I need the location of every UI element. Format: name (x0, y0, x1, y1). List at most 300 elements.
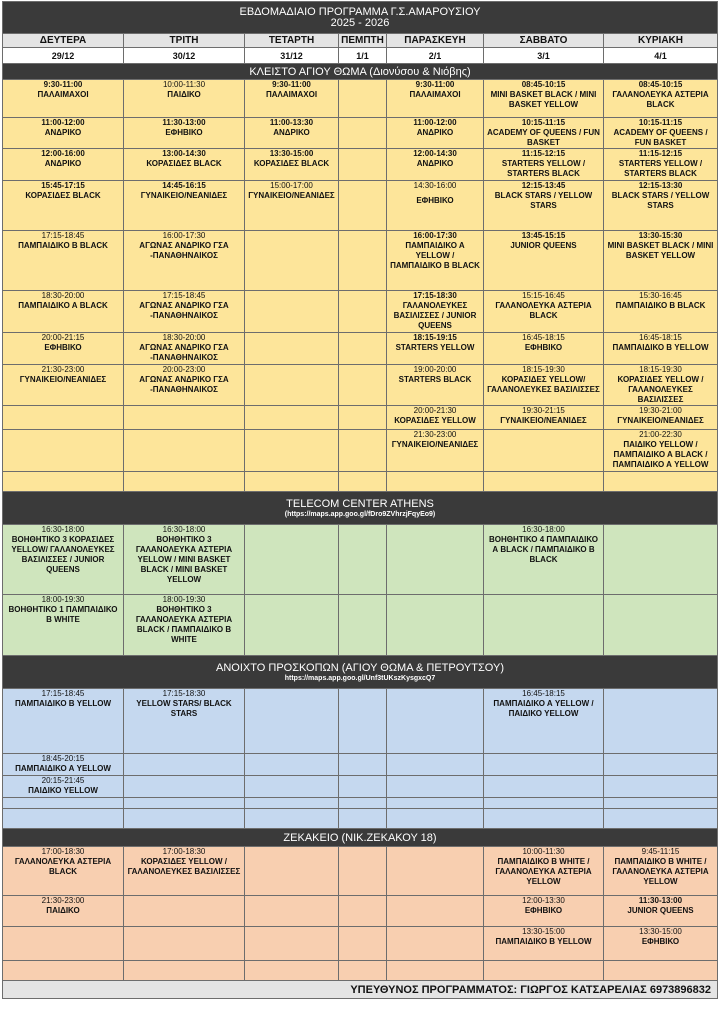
schedule-cell (484, 231, 604, 291)
schedule-cell (339, 595, 387, 656)
schedule-cell (245, 809, 339, 829)
session-time: 9:30-11:00 (43, 80, 83, 89)
day-date: 31/12 (245, 48, 339, 64)
session-time: 15:00-17:00 (270, 181, 313, 190)
schedule-cell (3, 365, 124, 406)
session-team: ΠΑΜΠΑΙΔΙΚΟ Α BLACK (18, 301, 108, 310)
session-team: ΓΥΝΑΙΚΕΙΟ/ΝΕΑΝΙΔΕΣ (391, 440, 479, 449)
schedule-cell (339, 365, 387, 406)
session-time: 18:30-20:00 (162, 333, 206, 342)
schedule-cell (3, 961, 124, 981)
schedule-cell (124, 927, 245, 961)
session-time: 21:00-22:30 (639, 430, 682, 439)
schedule-row (3, 689, 718, 754)
schedule-cell (124, 472, 245, 492)
schedule-cell (484, 798, 604, 809)
schedule-cell (124, 406, 245, 430)
schedule-row (3, 961, 718, 981)
date-row (3, 48, 718, 64)
schedule-cell (604, 689, 718, 754)
session-team: ΒΟΗΘΗΤΙΚΟ 1 ΠΑΜΠΑΙΔΙΚΟ B WHITE (8, 605, 118, 624)
session-time: 11:15-12:15 (521, 149, 566, 158)
session-team: ΚΟΡΑΣΙΔΕΣ BLACK (146, 159, 222, 168)
schedule-row (3, 525, 718, 595)
schedule-cell (124, 896, 245, 927)
schedule-cell (339, 472, 387, 492)
schedule-cell (604, 927, 718, 961)
schedule-cell (387, 525, 484, 595)
session-team: ΠΑΜΠΑΙΔΙΚΟ Α YELLOW / ΠΑΙΔΙΚΟ YELLOW (493, 699, 594, 718)
schedule-cell (387, 365, 484, 406)
session-team: ΒΟΗΘΗΤΙΚΟ 3 ΓΑΛΑΝΟΛΕΥΚΑ ΑΣΤΕΡΙΑ YELLOW / MINI BASKET BLACK / MINI BASKET YELLOW (135, 535, 233, 584)
schedule-cell (604, 595, 718, 656)
schedule-cell (387, 406, 484, 430)
schedule-cell (245, 149, 339, 181)
schedule-cell (3, 809, 124, 829)
schedule-cell (339, 961, 387, 981)
schedule-cell (124, 847, 245, 896)
schedule-row (3, 798, 718, 809)
session-team: MINI BASKET BLACK / MINI BASKET YELLOW (607, 241, 714, 260)
session-team: ΕΦΗΒΙΚΟ (416, 196, 454, 205)
session-time: 13:30-15:00 (522, 927, 565, 936)
session-team: ΠΑΛΑΙΜΑΧΟΙ (37, 90, 89, 99)
session-time: 10:00-11:30 (162, 80, 206, 89)
title-line-1: ΕΒΔΟΜΑΔΙΑΙΟ ΠΡΟΓΡΑΜΜΑ Γ.Σ.ΑΜΑΡΟΥΣΙΟΥ (239, 5, 481, 18)
session-time: 17:15-18:45 (41, 231, 85, 240)
schedule-cell (604, 472, 718, 492)
schedule-row (3, 472, 718, 492)
schedule-cell (604, 430, 718, 472)
schedule-cell (245, 472, 339, 492)
schedule-cell (484, 291, 604, 333)
schedule-row (3, 181, 718, 231)
session-team: ΠΑΜΠΑΙΔΙΚΟ Β BLACK (18, 241, 108, 250)
schedule-cell (484, 333, 604, 365)
session-time: 9:30-11:00 (272, 80, 311, 89)
session-team: ΓΥΝΑΙΚΕΙΟ/ΝΕΑΝΙΔΕΣ (19, 375, 107, 384)
session-team: STARTERS YELLOW / STARTERS BLACK (501, 159, 586, 178)
schedule-cell (339, 80, 387, 118)
day-date: 29/12 (3, 48, 124, 64)
schedule-cell (124, 118, 245, 149)
schedule-cell (604, 365, 718, 406)
schedule-cell (124, 754, 245, 776)
schedule-cell (339, 181, 387, 231)
session-time: 18:15-19:30 (639, 365, 682, 374)
session-team: ΕΦΗΒΙΚΟ (165, 128, 203, 137)
schedule-row (3, 754, 718, 776)
schedule-cell (3, 847, 124, 896)
session-time: 10:15-11:15 (521, 118, 566, 127)
schedule-cell (387, 80, 484, 118)
schedule-cell (339, 406, 387, 430)
day-date: 3/1 (484, 48, 604, 64)
schedule-cell (3, 118, 124, 149)
schedule-cell (387, 754, 484, 776)
schedule-cell (484, 181, 604, 231)
schedule-cell (3, 149, 124, 181)
schedule-cell (3, 333, 124, 365)
session-time: 16:45-18:15 (522, 333, 565, 342)
session-time: 16:00-17:30 (413, 231, 457, 240)
session-team: ΠΑΛΑΙΜΑΧΟΙ (409, 90, 461, 99)
session-team: ΓΥΝΑΙΚΕΙΟ/ΝΕΑΝΙΔΕΣ (617, 416, 704, 425)
session-time: 13:30-15:00 (639, 927, 682, 936)
session-time: 14:45-16:15 (162, 181, 206, 190)
schedule-cell (604, 798, 718, 809)
session-team: ΑΓΩΝΑΣ ΑΝΔΡΙΚΟ ΓΣΑ -ΠΑΝΑΘΗΝΑΙΚΟΣ (139, 301, 229, 320)
schedule-row (3, 809, 718, 829)
session-time: 17:00-18:30 (41, 847, 85, 856)
schedule-cell (339, 149, 387, 181)
session-team: ΚΟΡΑΣΙΔΕΣ YELLOW / ΓΑΛΑΝΟΛΕΥΚΕΣ ΒΑΣΙΛΙΣΣΕΣ (127, 857, 241, 876)
session-time: 12:15-13:30 (638, 181, 683, 190)
schedule-cell (387, 961, 484, 981)
session-time: 15:45-17:15 (41, 181, 85, 190)
schedule-cell (245, 333, 339, 365)
schedule-cell (124, 595, 245, 656)
session-team: ΚΟΡΑΣΙΔΕΣ YELLOW/ ΓΑΛΑΝΟΛΕΥΚΕΣ ΒΑΣΙΛΙΣΣΕΣ (487, 375, 600, 394)
schedule-cell (339, 231, 387, 291)
schedule-cell (245, 896, 339, 927)
schedule-cell (124, 231, 245, 291)
session-team: ΓΥΝΑΙΚΕΙΟ/ΝΕΑΝΙΔΕΣ (248, 191, 335, 200)
venue-header-row (3, 492, 718, 525)
schedule-cell (484, 847, 604, 896)
session-team: ΓΥΝΑΙΚΕΙΟ/ΝΕΑΝΙΔΕΣ (140, 191, 228, 200)
schedule-cell (484, 149, 604, 181)
schedule-cell (387, 118, 484, 149)
schedule-cell (387, 689, 484, 754)
schedule-cell (124, 149, 245, 181)
session-time: 16:30-18:00 (162, 525, 206, 534)
session-team: ΓΥΝΑΙΚΕΙΟ/ΝΕΑΝΙΔΕΣ (500, 416, 587, 425)
session-time: 9:45-11:15 (641, 847, 680, 856)
session-time: 20:15-21:45 (41, 776, 85, 785)
schedule-cell (604, 149, 718, 181)
session-time: 11:00-12:00 (41, 118, 85, 127)
session-time: 12:00-14:30 (413, 149, 457, 158)
schedule-cell (387, 809, 484, 829)
session-time: 16:30-18:00 (522, 525, 565, 534)
schedule-cell (387, 927, 484, 961)
session-team: ΑΓΩΝΑΣ ΑΝΔΡΙΚΟ ΓΣΑ -ΠΑΝΑΘΗΝΑΙΚΟΣ (139, 375, 229, 394)
schedule-cell (124, 365, 245, 406)
venue-header-row (3, 829, 718, 847)
session-team: ACADEMY OF QUEENS / FUN BASKET (487, 128, 600, 147)
schedule-cell (339, 333, 387, 365)
footer-row (3, 981, 718, 999)
schedule-row (3, 118, 718, 149)
schedule-cell (3, 798, 124, 809)
schedule-cell (3, 896, 124, 927)
session-time: 19:30-21:00 (639, 406, 682, 415)
schedule-cell (339, 798, 387, 809)
day-name: ΚΥΡΙΑΚΗ (604, 34, 718, 48)
schedule-cell (387, 847, 484, 896)
session-time: 12:15-13:45 (521, 181, 566, 190)
schedule-cell (245, 961, 339, 981)
session-team: YELLOW STARS/ BLACK STARS (136, 699, 232, 718)
schedule-cell (245, 754, 339, 776)
session-team: STARTERS YELLOW (395, 343, 475, 352)
schedule-row (3, 231, 718, 291)
session-time: 21:30-23:00 (413, 430, 457, 439)
session-team: ΑΝΔΡΙΚΟ (44, 128, 82, 137)
session-team: ΠΑΜΠΑΙΔΙΚΟ Β YELLOW (495, 937, 592, 946)
session-team: ΒΟΗΘΗΤΙΚΟ 3 ΓΑΛΑΝΟΛΕΥΚΑ ΑΣΤΕΡΙΑ BLACK / ΠΑΜΠΑΙΔΙΚΟ Β WHITE (135, 605, 233, 644)
session-time: 11:30-13:00 (638, 896, 683, 905)
session-team: ΠΑΙΔΙΚΟ YELLOW (28, 786, 98, 795)
schedule-cell (245, 406, 339, 430)
schedule-cell (387, 231, 484, 291)
session-team: ΠΑΜΠΑΙΔΙΚΟ Α YELLOW / ΠΑΜΠΑΙΔΙΚΟ Β BLACK (390, 241, 480, 270)
schedule-cell (387, 430, 484, 472)
schedule-cell (604, 961, 718, 981)
schedule-cell (124, 291, 245, 333)
session-team: ΚΟΡΑΣΙΔΕΣ BLACK (253, 159, 330, 168)
schedule-cell (604, 181, 718, 231)
schedule-cell (3, 291, 124, 333)
program-manager-footer: ΥΠΕΥΘΥΝΟΣ ΠΡΟΓΡΑΜΜΑΤΟΣ: ΓΙΩΡΓΟΣ ΚΑΤΣΑΡΕΛΙΑΣ 6973896832 (3, 981, 718, 999)
schedule-cell (484, 80, 604, 118)
venue-header-row (3, 64, 718, 80)
session-team: ACADEMY OF QUEENS / FUN BASKET (613, 128, 708, 147)
session-time: 17:15-18:30 (413, 291, 457, 300)
day-name: ΤΕΤΑΡΤΗ (245, 34, 339, 48)
schedule-cell (124, 80, 245, 118)
schedule-cell (387, 472, 484, 492)
session-time: 19:00-20:00 (413, 365, 457, 374)
session-team: ΠΑΙΔΙΚΟ (167, 90, 201, 99)
session-time: 17:15-18:45 (41, 689, 85, 698)
session-time: 12:00-16:00 (41, 149, 85, 158)
schedule-row (3, 365, 718, 406)
schedule-row (3, 80, 718, 118)
session-team: ΠΑΜΠΑΙΔΙΚΟ Β WHITE / ΓΑΛΑΝΟΛΕΥΚΑ ΑΣΤΕΡΙΑ YELLOW (495, 857, 592, 886)
schedule-cell (245, 118, 339, 149)
venue-map-link[interactable]: https://maps.app.goo.gl/Unf3tUKszKysgxcQ7 (284, 674, 436, 682)
schedule-cell (3, 776, 124, 798)
session-team: ΓΑΛΑΝΟΛΕΥΚΑ ΑΣΤΕΡΙΑ BLACK (612, 90, 709, 109)
schedule-cell (245, 291, 339, 333)
session-team: ΑΓΩΝΑΣ ΑΝΔΡΙΚΟ ΓΣΑ -ΠΑΝΑΘΗΝΑΙΚΟΣ (139, 241, 229, 260)
session-team: ΑΝΔΡΙΚΟ (416, 128, 454, 137)
schedule-cell (3, 525, 124, 595)
session-time: 19:30-21:15 (522, 406, 565, 415)
schedule-cell (3, 927, 124, 961)
schedule-cell (484, 595, 604, 656)
schedule-cell (124, 809, 245, 829)
schedule-cell (245, 595, 339, 656)
schedule-row (3, 406, 718, 430)
session-time: 17:00-18:30 (162, 847, 206, 856)
session-time: 9:30-11:00 (415, 80, 455, 89)
schedule-cell (604, 754, 718, 776)
session-time: 15:30-16:45 (639, 291, 682, 300)
schedule-row (3, 595, 718, 656)
session-time: 16:45-18:15 (522, 689, 565, 698)
schedule-cell (604, 118, 718, 149)
schedule-cell (484, 896, 604, 927)
session-time: 08:45-10:15 (638, 80, 683, 89)
session-team: ΠΑΜΠΑΙΔΙΚΟ Β WHITE / ΓΑΛΑΝΟΛΕΥΚΑ ΑΣΤΕΡΙΑ YELLOW (612, 857, 709, 886)
schedule-cell (604, 525, 718, 595)
session-time: 10:15-11:15 (638, 118, 683, 127)
session-time: 13:30-15:00 (269, 149, 314, 158)
session-time: 10:00-11:30 (522, 847, 565, 856)
schedule-cell (245, 525, 339, 595)
day-name: ΣΑΒΒΑΤΟ (484, 34, 604, 48)
session-team: ΕΦΗΒΙΚΟ (641, 937, 680, 946)
session-team: BLACK STARS / YELLOW STARS (494, 191, 593, 210)
schedule-cell (387, 333, 484, 365)
session-time: 14:30-16:00 (413, 181, 457, 190)
schedule-cell (124, 798, 245, 809)
session-team: BLACK STARS / YELLOW STARS (611, 191, 710, 210)
schedule-cell (604, 231, 718, 291)
schedule-cell (484, 776, 604, 798)
schedule-cell (124, 333, 245, 365)
title-line-2: 2025 - 2026 (330, 16, 390, 29)
session-team: JUNIOR QUEENS (510, 241, 577, 250)
venue-name: ΚΛΕΙΣΤΟ ΑΓΙΟΥ ΘΩΜΑ (Διονύσου & Νιόβης) (249, 65, 471, 78)
schedule-cell (484, 754, 604, 776)
schedule-cell (245, 689, 339, 754)
venue-name: ΖΕΚΑΚΕΙΟ (ΝΙΚ.ΖΕΚΑΚΟΥ 18) (283, 831, 437, 844)
day-name: ΔΕΥΤΕΡΑ (3, 34, 124, 48)
session-time: 18:15-19:30 (522, 365, 565, 374)
schedule-row (3, 927, 718, 961)
session-time: 18:45-20:15 (41, 754, 85, 763)
session-team: ΠΑΜΠΑΙΔΙΚΟ Β YELLOW (612, 343, 709, 352)
session-team: ΑΝΔΡΙΚΟ (44, 159, 82, 168)
schedule-cell (339, 689, 387, 754)
schedule-cell (3, 754, 124, 776)
session-team: ΚΟΡΑΣΙΔΕΣ YELLOW (394, 416, 476, 425)
schedule-cell (245, 231, 339, 291)
schedule-cell (484, 430, 604, 472)
session-time: 18:00-19:30 (41, 595, 85, 604)
session-time: 12:00-13:30 (522, 896, 565, 905)
schedule-cell (339, 291, 387, 333)
day-date: 1/1 (339, 48, 387, 64)
session-team: ΚΟΡΑΣΙΔΕΣ BLACK (25, 191, 101, 200)
schedule-cell (339, 118, 387, 149)
venue-header (3, 656, 718, 689)
schedule-cell (604, 406, 718, 430)
schedule-row (3, 847, 718, 896)
session-team: ΑΝΔΡΙΚΟ (416, 159, 454, 168)
schedule-cell (3, 689, 124, 754)
session-team: ΠΑΜΠΑΙΔΙΚΟ Β YELLOW (14, 699, 112, 708)
schedule-row (3, 333, 718, 365)
schedule-cell (484, 525, 604, 595)
session-team: ΓΑΛΑΝΟΛΕΥΚΕΣ ΒΑΣΙΛΙΣΣΕΣ / JUNIOR QUEENS (393, 301, 477, 330)
schedule-cell (3, 430, 124, 472)
schedule-cell (484, 406, 604, 430)
session-time: 13:45-15:15 (521, 231, 566, 240)
session-time: 08:45-10:15 (521, 80, 566, 89)
schedule-cell (484, 472, 604, 492)
session-time: 13:00-14:30 (162, 149, 206, 158)
session-team: ΠΑΜΠΑΙΔΙΚΟ Β BLACK (615, 301, 706, 310)
session-time: 11:30-13:00 (162, 118, 206, 127)
venue-name: TELECOM CENTER ATHENS (286, 497, 434, 510)
venue-map-link[interactable]: (https://maps.app.goo.gl/fDro9ZVhrzjFqyEo9) (284, 510, 436, 518)
schedule-cell (339, 809, 387, 829)
day-name: ΤΡΙΤΗ (124, 34, 245, 48)
venue-header (3, 829, 718, 847)
schedule-cell (3, 472, 124, 492)
day-date: 4/1 (604, 48, 718, 64)
schedule-cell (339, 754, 387, 776)
session-time: 16:45-18:15 (639, 333, 682, 342)
schedule-cell (387, 291, 484, 333)
schedule-cell (339, 927, 387, 961)
session-time: 21:30-23:00 (41, 896, 85, 905)
schedule-cell (387, 181, 484, 231)
session-time: 18:30-20:00 (41, 291, 85, 300)
session-time: 17:15-18:45 (162, 291, 206, 300)
session-team: ΠΑΛΑΙΜΑΧΟΙ (265, 90, 318, 99)
schedule-cell (387, 149, 484, 181)
schedule-cell (245, 80, 339, 118)
schedule-cell (3, 595, 124, 656)
schedule-cell (484, 809, 604, 829)
session-team: ΠΑΜΠΑΙΔΙΚΟ Α YELLOW (15, 764, 111, 773)
schedule-cell (484, 118, 604, 149)
schedule-cell (484, 927, 604, 961)
session-team: ΓΑΛΑΝΟΛΕΥΚΑ ΑΣΤΕΡΙΑ BLACK (495, 301, 592, 320)
schedule-cell (3, 181, 124, 231)
schedule-cell (339, 776, 387, 798)
schedule-cell (124, 181, 245, 231)
day-header-row (3, 34, 718, 48)
schedule-cell (245, 927, 339, 961)
schedule-cell (604, 333, 718, 365)
schedule-cell (245, 365, 339, 406)
schedule-cell (3, 80, 124, 118)
session-team: MINI BASKET BLACK / MINI BASKET YELLOW (490, 90, 597, 109)
session-team: ΒΟΗΘΗΤΙΚΟ 4 ΠΑΜΠΑΙΔΙΚΟ Α BLACK / ΠΑΜΠΑΙΔΙΚΟ Β BLACK (488, 535, 598, 564)
schedule-cell (604, 776, 718, 798)
schedule-row (3, 896, 718, 927)
schedule-cell (339, 430, 387, 472)
session-time: 16:30-18:00 (41, 525, 85, 534)
schedule-row (3, 430, 718, 472)
schedule-cell (484, 961, 604, 981)
session-team: ΓΑΛΑΝΟΛΕΥΚΑ ΑΣΤΕΡΙΑ BLACK (14, 857, 112, 876)
session-time: 21:30-23:00 (41, 365, 85, 374)
schedule-cell (124, 961, 245, 981)
session-team: JUNIOR QUEENS (627, 906, 694, 915)
day-date: 30/12 (124, 48, 245, 64)
session-time: 11:15-12:15 (638, 149, 683, 158)
venue-header (3, 64, 718, 80)
session-time: 20:00-21:15 (41, 333, 85, 342)
session-team: STARTERS BLACK (398, 375, 472, 384)
venue-name: ΑΝΟΙΧΤΟ ΠΡΟΣΚΟΠΩΝ (ΑΓΙΟΥ ΘΩΜΑ & ΠΕΤΡΟΥΤΣΟΥ) (216, 661, 504, 674)
session-team: ΕΦΗΒΙΚΟ (524, 343, 563, 352)
schedule-cell (604, 80, 718, 118)
schedule-cell (245, 181, 339, 231)
schedule-cell (387, 798, 484, 809)
schedule-cell (3, 406, 124, 430)
schedule-title (3, 2, 718, 34)
session-time: 20:00-23:00 (162, 365, 206, 374)
